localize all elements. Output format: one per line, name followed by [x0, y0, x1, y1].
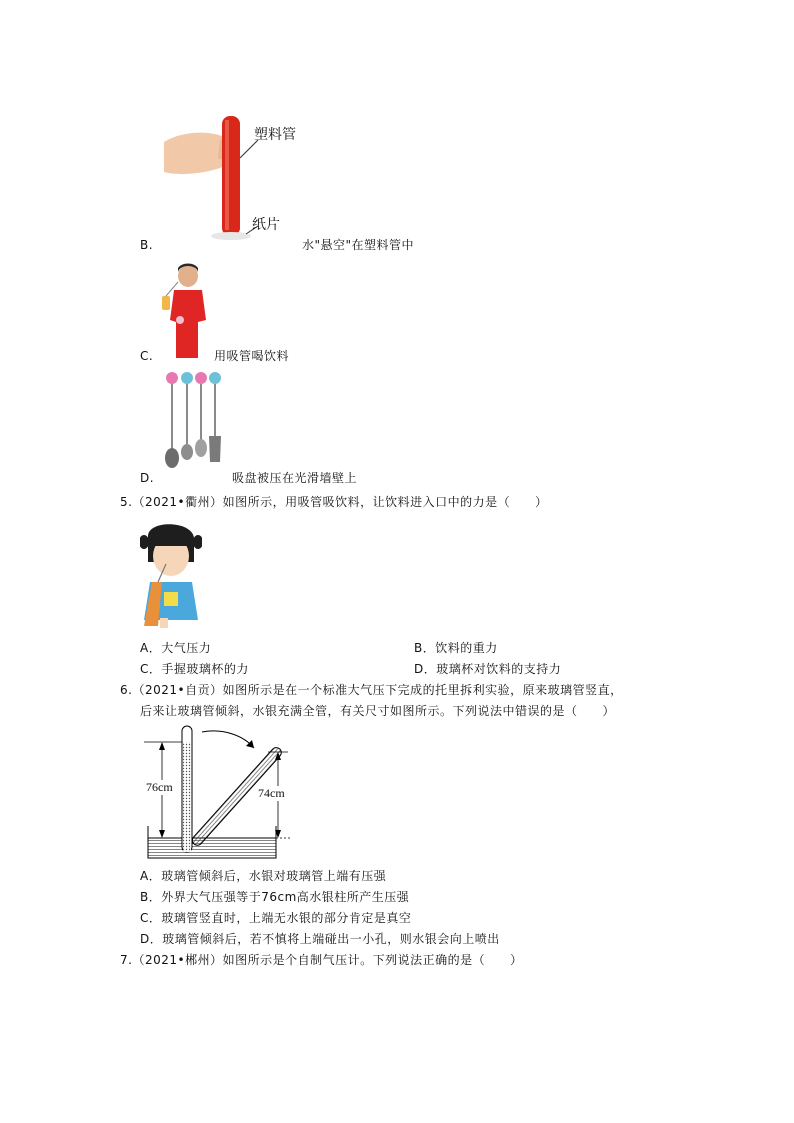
q5-option-a-letter: A． [140, 641, 162, 655]
drink-cup [162, 296, 170, 310]
tube-body [222, 116, 240, 236]
q6-option-b [140, 889, 409, 905]
q5-option-b-letter: B． [414, 641, 436, 655]
girl-illustration [140, 516, 202, 632]
suction-cup-2 [181, 372, 193, 384]
boy-illustration [160, 262, 212, 358]
q5-option-c-letter: C． [140, 662, 162, 676]
girl-hand [160, 618, 168, 628]
q5-option-c-text: 手握玻璃杯的力 [161, 662, 249, 676]
torricelli-figure [140, 722, 300, 862]
suction-cup-4 [209, 372, 221, 384]
option-d-text: 吸盘被压在光滑墙壁上 [232, 471, 358, 485]
q6-option-c [140, 910, 411, 926]
utensils-illustration [160, 370, 230, 472]
q5-option-a-text: 大气压力 [161, 641, 212, 655]
shirt-badge [176, 316, 184, 324]
suction-cup-1 [166, 372, 178, 384]
tilt-arrow-arc [202, 731, 254, 748]
q6-option-c-letter: C． [140, 911, 162, 925]
option-c-text: 用吸管喝饮料 [214, 349, 290, 363]
boy-shirt [170, 290, 206, 358]
girl-drinking-figure [140, 516, 202, 632]
q5-option-d-letter: D． [414, 662, 437, 676]
q5-option-d [414, 661, 561, 677]
option-d-letter: D. [140, 471, 155, 485]
q6-option-b-text: 外界大气压强等于76cm高水银柱所产生压强 [161, 890, 410, 904]
boy-head [178, 265, 198, 287]
q7-stem: 7.（2021•郴州）如图所示是个自制气压计。下列说法正确的是（ ） [120, 953, 523, 967]
q6-option-d-letter: D． [140, 932, 163, 946]
paper-disc [211, 232, 251, 240]
boy-drinking-figure [160, 262, 212, 358]
spatula-head [209, 436, 221, 462]
q5-stem: 5.（2021•衢州）如图所示，用吸管吸饮料，让饮料进入口中的力是（ ） [120, 495, 548, 509]
ladle-head [165, 448, 179, 468]
q5-option-b [414, 640, 498, 656]
q6-option-d [140, 931, 500, 947]
plastic-tube-figure [160, 110, 310, 245]
q5-option-d-text: 玻璃杯对饮料的支持力 [436, 662, 562, 676]
q6-option-d-text: 玻璃管倾斜后，若不慎将上端碰出一小孔，则水银会向上喷出 [162, 932, 500, 946]
label-76cm: 76cm [146, 780, 173, 794]
q5-option-a [140, 640, 211, 656]
q6-option-a [140, 868, 386, 884]
suction-cup-3 [195, 372, 207, 384]
option-c-letter: C. [140, 349, 154, 363]
spoon-head [181, 444, 193, 460]
suction-hooks-figure [160, 370, 230, 472]
q6-option-c-text: 玻璃管竖直时，上端无水银的部分肯定是真空 [161, 911, 412, 925]
pigtail-right [193, 535, 202, 549]
tube-label: 塑料管 [254, 127, 296, 143]
q6-option-b-letter: B． [140, 890, 162, 904]
q6-option-a-letter: A． [140, 869, 162, 883]
left-dim-arrow-bottom [159, 830, 165, 838]
q5-option-c [140, 661, 249, 677]
q5-option-b-text: 饮料的重力 [435, 641, 498, 655]
pigtail-left [140, 535, 149, 549]
shirt-pocket [164, 592, 178, 606]
q6-stem-line2: 后来让玻璃管倾斜，水银充满全管，有关尺寸如图所示。下列说法中错误的是（ ） [140, 704, 616, 718]
q6-stem-line1: 6.（2021•自贡）如图所示是在一个标准大气压下完成的托里拆利实验，原来玻璃管竖直， [120, 683, 623, 697]
mercury-dish [148, 838, 276, 858]
option-b-letter: B. [140, 238, 154, 252]
option-b-text: 水"悬空"在塑料管中 [302, 238, 415, 252]
paper-label: 纸片 [252, 217, 280, 233]
vertical-tube-mercury [183, 742, 191, 852]
skimmer-head [195, 439, 207, 457]
tube-highlight [225, 120, 229, 230]
left-dim-arrow-top [159, 742, 165, 750]
label-74cm: 74cm [258, 786, 285, 800]
q6-option-a-text: 玻璃管倾斜后，水银对玻璃管上端有压强 [161, 869, 387, 883]
